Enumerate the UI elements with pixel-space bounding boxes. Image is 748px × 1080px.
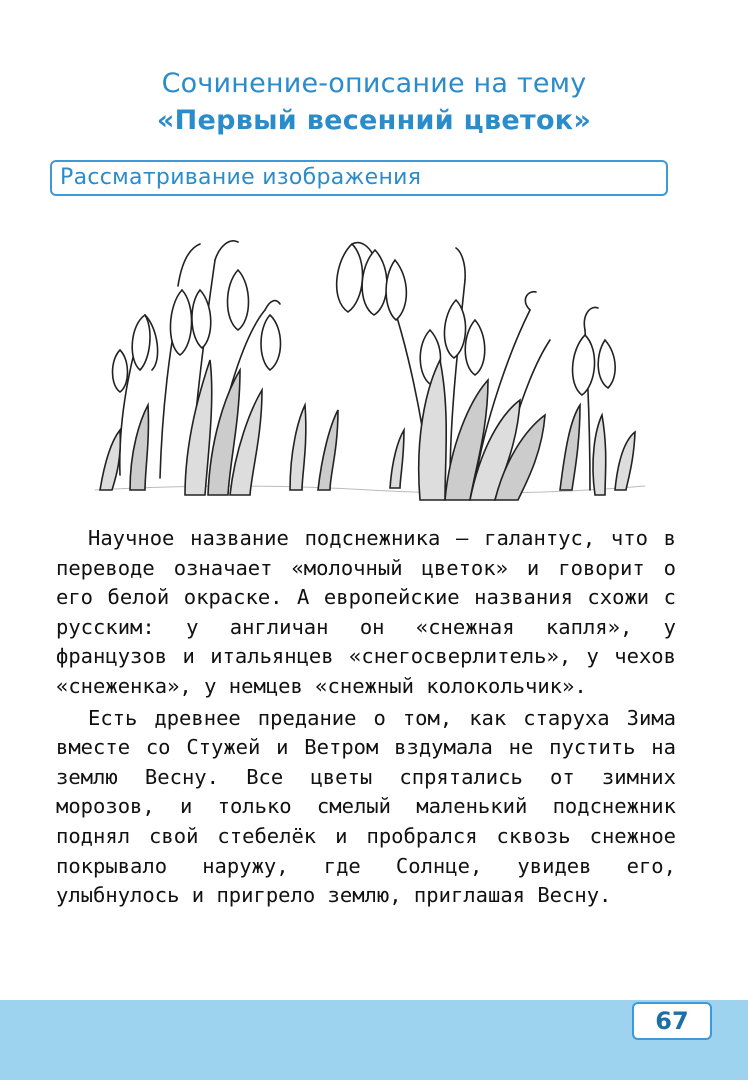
snowdrops-illustration: [90, 220, 650, 510]
section-heading: Рассматривание изображения: [50, 160, 668, 196]
page-title: [0, 66, 748, 140]
body-text: [56, 524, 676, 911]
paragraph-1: Научное название подснежника — галантус, что в переводе означает «молочный цветок» и говорит о его белой окраске. А европейские названия схожи с русским: у англичан он «снежная капля», у французов и итальянцев «снегосверлитель», у чехов «снеженка», у немцев «снежный колокольчик».: [56, 526, 676, 698]
page-number: 67: [632, 1002, 712, 1040]
title-line-2: «Первый весенний цветок»: [156, 105, 592, 136]
paragraph-2: Есть древнее предание о том, как старуха Зима вместе со Стужей и Ветром вздумала не пустить на землю Весну. Все цветы спрятались от зимних морозов, и только смелый маленький подснежник поднял свой стебелёк и пробрался сквозь снежное покрывало наружу, где Солнце, увидев его, улыбнулось и пригрело землю, приглашая Весну.: [56, 705, 676, 908]
title-line-1: Сочинение-описание на тему: [161, 68, 587, 99]
